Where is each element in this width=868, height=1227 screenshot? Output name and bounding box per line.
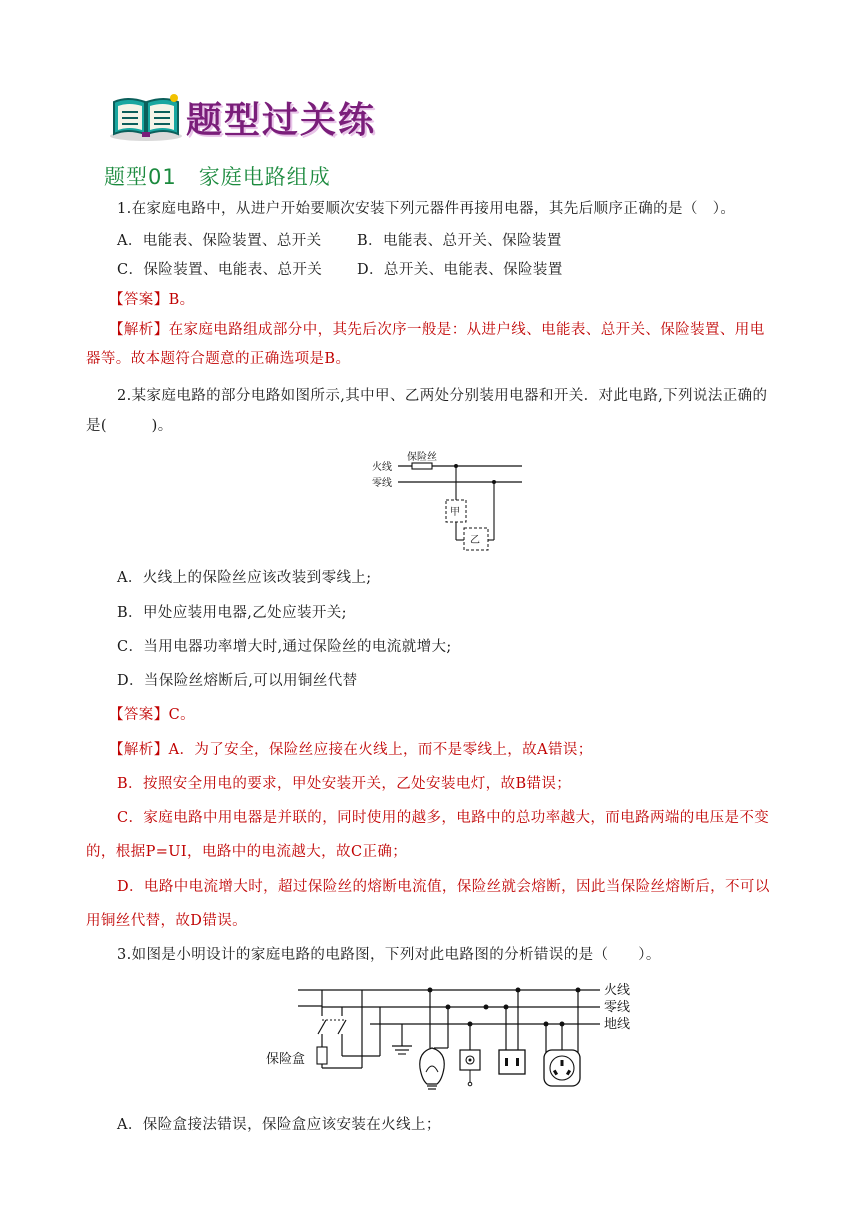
q2-option-a: A．火线上的保险丝应该改装到零线上;	[117, 570, 372, 586]
analysis-text: 在家庭电路组成部分中，其先后次序一般是：从进户线、电能表、总开关、保险装置、用电	[168, 322, 765, 338]
book-icon	[108, 92, 184, 142]
q1-analysis-2: 器等。故本题符合题意的正确选项是B。	[86, 351, 351, 367]
fig3-ground-label: 地线	[604, 1017, 631, 1032]
fig2-jia-label: 甲	[450, 507, 460, 518]
fig3-neutral-label: 零线	[604, 1000, 631, 1015]
fig2-yi-label: 乙	[470, 535, 480, 546]
q2-answer	[109, 703, 195, 724]
q2-option-d: D．当保险丝熔断后,可以用铜丝代替	[117, 673, 358, 689]
answer-tag: 【答案】	[109, 707, 169, 723]
q1-option-b: B．电能表、总开关、保险装置	[357, 233, 562, 249]
fig2-fuse-label: 保险丝	[407, 452, 437, 463]
answer-value: B。	[168, 292, 195, 308]
two-pin-socket-icon	[499, 1050, 525, 1074]
q1-answer	[109, 288, 195, 309]
q3-stem: 3.如图是小明设计的家庭电路的电路图，下列对此电路图的分析错误的是（ ）。	[117, 947, 661, 963]
analysis-text: A．为了安全，保险丝应接在火线上，而不是零线上，故A错误；	[168, 742, 593, 758]
section-title: 题型01 家庭电路组成	[104, 165, 331, 189]
answer-value: C。	[168, 707, 196, 723]
fig3-live-label: 火线	[604, 983, 631, 998]
q1-option-d: D．总开关、电能表、保险装置	[357, 262, 563, 278]
q1-option-c: C．保险装置、电能表、总开关	[117, 262, 323, 278]
q2-analysis-3: C．家庭电路中用电器是并联的，同时使用的越多，电路中的总功率越大，而电路两端的电压是不变	[117, 810, 770, 826]
q1-stem: 1.在家庭电路中，从进户开始要顺次安装下列元器件再接用电器，其先后顺序正确的是（ ）。	[117, 201, 736, 217]
q2-analysis-6: 用铜丝代替，故D错误。	[86, 913, 248, 929]
fuse-symbol	[412, 463, 432, 469]
q2-analysis-5: D．电路中电流增大时，超过保险丝的熔断电流值，保险丝就会熔断，因此当保险丝熔断后，不可以	[117, 879, 770, 895]
q2-stem-2: 是( )。	[86, 418, 173, 434]
analysis-tag: 【解析】	[109, 322, 169, 338]
analysis-tag: 【解析】	[109, 742, 169, 758]
q2-option-b: B．甲处应装用电器,乙处应装开关;	[117, 605, 347, 621]
q2-analysis-2: B．按照安全用电的要求，甲处安装开关，乙处安装电灯，故B错误；	[117, 776, 572, 792]
q2-option-c: C．当用电器功率增大时,通过保险丝的电流就增大;	[117, 639, 452, 655]
q2-stem-1: 2.某家庭电路的部分电路如图所示,其中甲、乙两处分别装用电器和开关．对此电路,下列说法正确的	[117, 388, 768, 404]
fig2-live-label: 火线	[372, 462, 392, 473]
fusebox-symbol	[317, 1047, 327, 1064]
fig3-fusebox-label: 保险盒	[266, 1052, 306, 1067]
q2-circuit-figure	[370, 448, 530, 558]
q2-analysis-4: 的，根据P=UI，电路中的电流越大，故C正确；	[86, 844, 408, 860]
answer-tag: 【答案】	[109, 292, 169, 308]
banner-title: 题型过关练	[186, 100, 377, 141]
banner	[108, 92, 388, 142]
q2-analysis-1	[109, 738, 593, 759]
fig2-neutral-label: 零线	[372, 478, 392, 489]
q1-analysis-1	[109, 318, 765, 339]
q3-option-a: A．保险盒接法错误，保险盒应该安装在火线上；	[117, 1117, 441, 1133]
q3-circuit-figure	[262, 976, 642, 1100]
q1-option-a: A．电能表、保险装置、总开关	[117, 233, 322, 249]
